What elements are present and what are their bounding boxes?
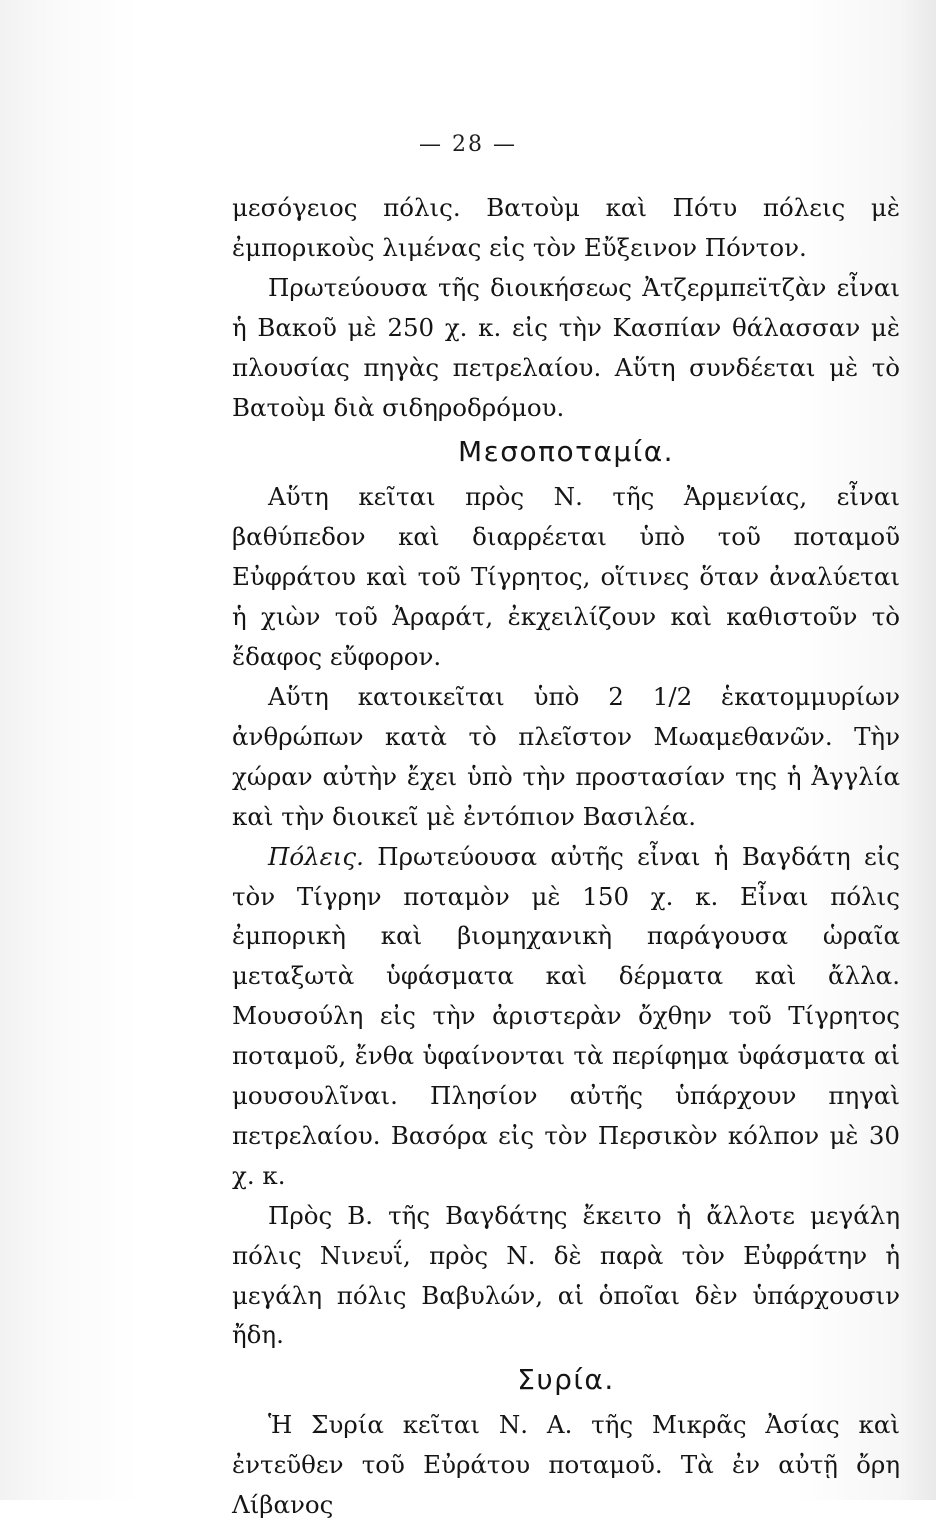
- section-heading-syria: Συρία.: [517, 1363, 615, 1397]
- paragraph: μεσόγειος πόλις. Βατοὺμ καὶ Πότυ πόλεις μὲ ἐμπορικοὺς λιμένας εἰς τὸν Εὔξεινον Πόντον.: [232, 193, 900, 262]
- paragraph: Ἡ Συρία κεῖται Ν. Α. τῆς Μικρᾶς Ἀσίας καὶ ἐντεῦθεν τοῦ Εὐράτου ποταμοῦ. Τὰ ἐν αὐτῇ ὄρη Λίβανος: [232, 1410, 900, 1520]
- paragraph: Πρὸς Β. τῆς Βαγδάτης ἔκειτο ἡ ἄλλοτε μεγάλη πόλις Νινευΐ, πρὸς Ν. δὲ παρὰ τὸν Εὐφράτην ἡ μεγάλη πόλις Βαβυλών, αἱ ὁποῖαι δὲν ὑπάρχουσιν ἤδη.: [232, 1200, 900, 1350]
- cities-label: Πόλεις.: [268, 841, 364, 871]
- paragraph: Αὕτη κατοικεῖται ὑπὸ 2 1/2 ἑκατομμυρίων ἀνθρώπων κατὰ τὸ πλεῖστον Μωαμεθανῶν. Τὴν χώραν αὐτὴν ἔχει ὑπὸ τὴν προστασίαν της ἡ Ἀγγλία καὶ τὴν διοικεῖ μὲ ἐντόπιον Βασιλέα.: [232, 681, 900, 831]
- paragraph-cities: [232, 837, 900, 1196]
- section-heading-mesopotamia: Μεσοποταμία.: [457, 435, 675, 469]
- page-number: — 28 —: [419, 132, 517, 157]
- paragraph: Πρωτεύουσα τῆς διοικήσεως Ἀτζερμπεϊτζὰν εἶναι ἡ Βακοῦ μὲ 250 χ. κ. εἰς τὴν Κασπίαν θάλασσαν μὲ πλουσίας πηγὰς πετρελαίου. Αὕτη συνδέεται μὲ τὸ Βατοὺμ διὰ σιδηροδρόμου.: [232, 272, 900, 422]
- page-body: [232, 188, 900, 1525]
- cities-text: Πρωτεύουσα αὐτῆς εἶναι ἡ Βαγδάτη εἰς τὸν Τίγρην ποταμὸν μὲ 150 χ. κ. Εἶναι πόλις ἐμπορικὴ καὶ βιομηχανικὴ παράγουσα ὡραῖα μεταξωτὰ ὑφάσματα καὶ δέρματα καὶ ἄλλα. Μουσούλη εἰς τὴν ἀριστερὰν ὄχθην τοῦ Τίγρητος ποταμοῦ, ἔνθα ὑφαίνονται τὰ περίφημα ὑφάσματα αἱ μουσουλῖναι. Πλησίον αὐτῆς ὑπάρχουν πηγαὶ πετρελαίου. Βασόρα εἰς τὸν Περσικὸν κόλπον μὲ 30 χ. κ.: [232, 841, 900, 1190]
- paragraph: Αὕτη κεῖται πρὸς Ν. τῆς Ἀρμενίας, εἶναι βαθύπεδον καὶ διαρρέεται ὑπὸ τοῦ ποταμοῦ Εὐφράτου καὶ τοῦ Τίγρητος, οἵτινες ὅταν ἀναλύεται ἡ χιὼν τοῦ Ἀραράτ, ἐκχειλίζουν καὶ καθιστοῦν τὸ ἔδαφος εὔφορον.: [232, 482, 900, 672]
